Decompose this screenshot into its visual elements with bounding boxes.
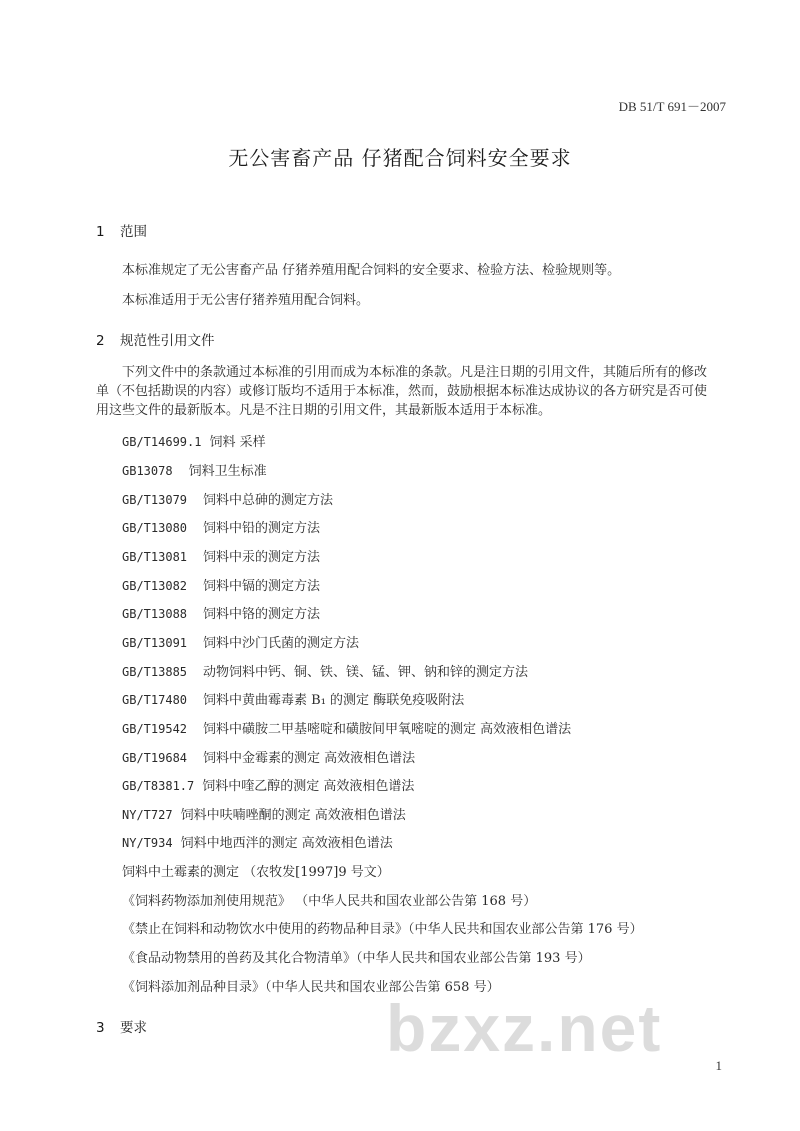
section-2-heading xyxy=(96,329,215,349)
standard-code: DB 51/T 691－2007 xyxy=(618,99,726,114)
other-reference-item: 《饲料药物添加剂使用规范》 （中华人民共和国农业部公告第 168 号） xyxy=(122,894,537,909)
reference-item xyxy=(122,431,266,450)
reference-item xyxy=(122,832,393,851)
reference-title: 饲料中沙门氏菌的测定方法 xyxy=(203,636,360,651)
reference-title: 饲料中喹乙醇的测定 高效液相色谱法 xyxy=(202,779,415,794)
reference-code: NY/T727 xyxy=(122,808,173,822)
reference-item xyxy=(122,661,528,680)
reference-title: 饲料中汞的测定方法 xyxy=(203,550,321,565)
reference-item xyxy=(122,575,320,594)
reference-title: 饲料中铅的测定方法 xyxy=(203,521,321,536)
reference-item xyxy=(122,804,406,823)
other-reference-item: 饲料中土霉素的测定 （农牧发[1997]9 号文） xyxy=(122,865,390,880)
scope-paragraph-2: 本标准适用于无公害仔猪养殖用配合饲料。 xyxy=(122,293,370,308)
section-1-heading xyxy=(96,220,147,240)
reference-title: 饲料中磺胺二甲基嘧啶和磺胺间甲氧嘧啶的测定 高效液相色谱法 xyxy=(203,722,572,737)
section-3-heading xyxy=(96,1016,147,1036)
reference-code: GB/T14699.1 xyxy=(122,435,202,449)
reference-title: 饲料中金霉素的测定 高效液相色谱法 xyxy=(203,751,416,766)
reference-item xyxy=(122,689,464,708)
reference-title: 饲料中地西泮的测定 高效液相色谱法 xyxy=(180,836,393,851)
reference-item xyxy=(122,747,415,766)
reference-item xyxy=(122,632,359,651)
reference-item xyxy=(122,718,571,737)
reference-code: GB/T13080 xyxy=(122,521,188,535)
reference-code: NY/T934 xyxy=(122,836,173,850)
reference-title: 饲料中总砷的测定方法 xyxy=(203,493,334,508)
reference-item xyxy=(122,775,414,794)
reference-code: GB/T13081 xyxy=(122,550,188,564)
document-title: 无公害畜产品 仔猪配合饲料安全要求 xyxy=(228,146,572,170)
reference-item xyxy=(122,546,320,565)
reference-code: GB/T19542 xyxy=(122,722,188,736)
page-number: 1 xyxy=(715,1058,722,1073)
reference-title: 动物饲料中钙、铜、铁、镁、锰、钾、钠和锌的测定方法 xyxy=(203,665,529,680)
reference-item xyxy=(122,489,333,508)
reference-item xyxy=(122,460,267,479)
reference-item xyxy=(122,517,320,536)
reference-code: GB/T13082 xyxy=(122,579,188,593)
reference-code: GB13078 xyxy=(122,464,173,478)
scope-paragraph-1: 本标准规定了无公害畜产品 仔猪养殖用配合饲料的安全要求、检验方法、检验规则等。 xyxy=(122,263,621,278)
section-title: 要求 xyxy=(120,1020,147,1036)
section-number: 2 xyxy=(96,333,105,349)
reference-code: GB/T13088 xyxy=(122,607,188,621)
reference-item xyxy=(122,603,320,622)
reference-title: 饲料中黄曲霉毒素 B₁ 的测定 酶联免疫吸附法 xyxy=(203,693,465,708)
reference-code: GB/T8381.7 xyxy=(122,779,195,793)
reference-title: 饲料卫生标准 xyxy=(188,464,267,479)
section-number: 1 xyxy=(96,224,105,240)
other-reference-item: 《禁止在饲料和动物饮水中使用的药物品种目录》（中华人民共和国农业部公告第 176 号） xyxy=(122,922,643,937)
reference-code: GB/T13091 xyxy=(122,636,188,650)
reference-title: 饲料 采样 xyxy=(209,435,266,450)
reference-code: GB/T19684 xyxy=(122,751,188,765)
section-number: 3 xyxy=(96,1020,105,1036)
reference-code: GB/T13885 xyxy=(122,665,188,679)
reference-code: GB/T13079 xyxy=(122,493,188,507)
normative-intro-paragraph: 下列文件中的条款通过本标准的引用而成为本标准的条款。凡是注日期的引用文件，其随后所有的修改单（不包括勘误的内容）或修订版均不适用于本标准，然而，鼓励根据本标准达成协议的各方研究是否可使用这些文件的最新版本。凡是不注日期的引用文件，其最新版本适用于本标准。 xyxy=(96,365,708,418)
reference-title: 饲料中铬的测定方法 xyxy=(203,607,321,622)
reference-title: 饲料中呋喃唑酮的测定 高效液相色谱法 xyxy=(180,808,406,823)
other-reference-item: 《饲料添加剂品种目录》（中华人民共和国农业部公告第 658 号） xyxy=(122,980,500,995)
other-reference-item: 《食品动物禁用的兽药及其化合物清单》（中华人民共和国农业部公告第 193 号） xyxy=(122,951,591,966)
section-title: 规范性引用文件 xyxy=(120,333,215,349)
section-title: 范围 xyxy=(120,224,147,240)
reference-code: GB/T17480 xyxy=(122,693,188,707)
watermark: bzxz.net xyxy=(386,991,663,1065)
reference-title: 饲料中镉的测定方法 xyxy=(203,579,321,594)
